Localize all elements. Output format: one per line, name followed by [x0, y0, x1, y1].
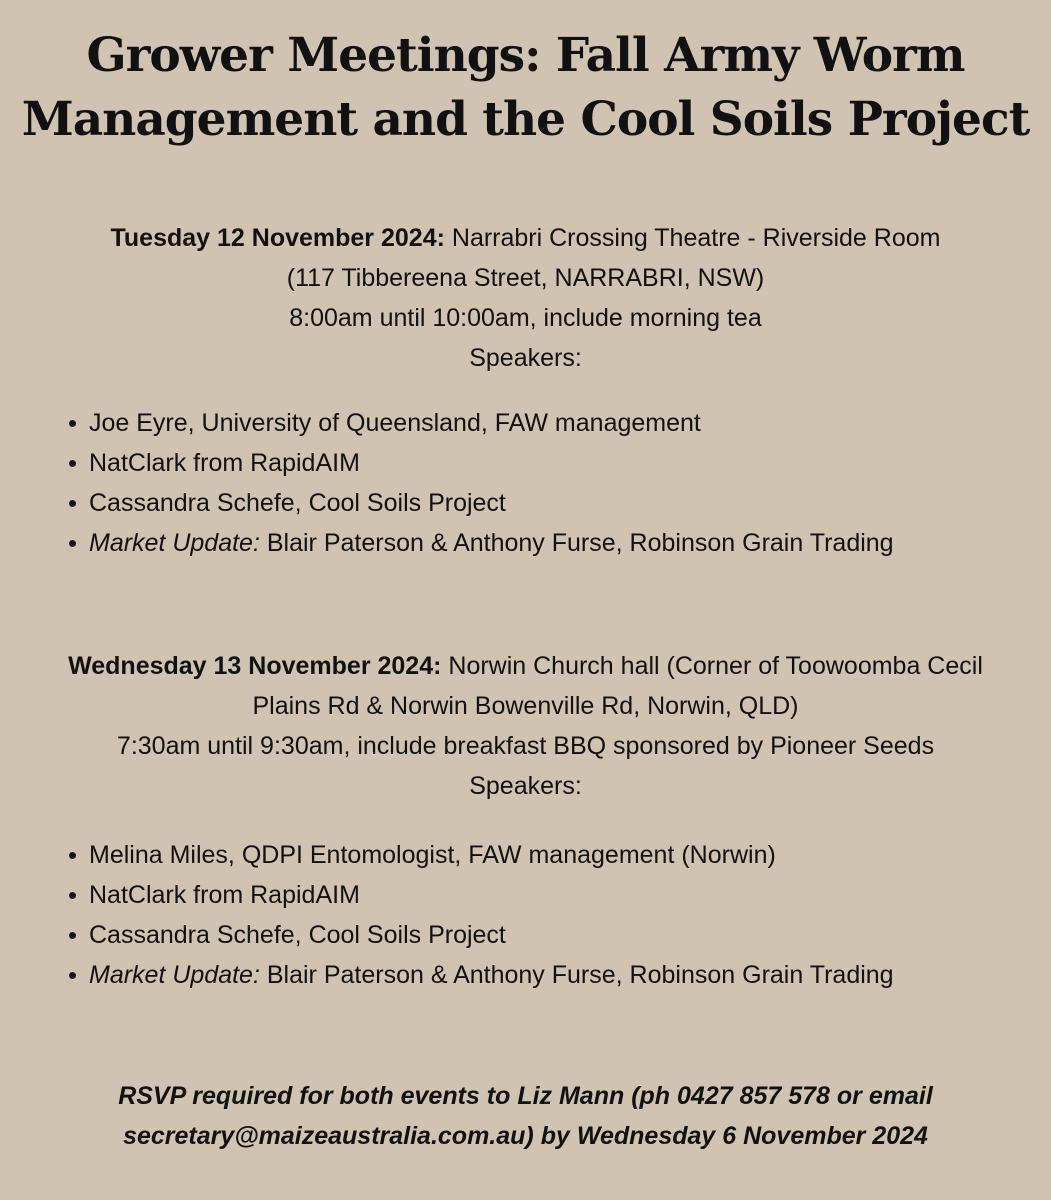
- speaker-text: Blair Paterson & Anthony Furse, Robinson Grain Trading: [259, 961, 894, 989]
- list-item: [89, 875, 894, 915]
- list-item: [89, 523, 894, 563]
- rsvp-line-1: RSVP required for both events to Liz Mann (ph 0427 857 578 or email: [118, 1082, 933, 1110]
- list-item: [89, 403, 894, 443]
- speaker-text: NatClark from RapidAIM: [89, 449, 360, 477]
- title-line-1: Grower Meetings: Fall Army Worm: [86, 28, 965, 83]
- speaker-list-narrabri: [89, 403, 894, 563]
- event-norwin-details: [0, 646, 1051, 806]
- event-venue: Narrabri Crossing Theatre - Riverside Room: [444, 224, 941, 252]
- list-item: [89, 915, 894, 955]
- event-address: Plains Rd & Norwin Bowenville Rd, Norwin, QLD): [252, 692, 799, 720]
- event-date: Tuesday 12 November 2024:: [110, 224, 445, 252]
- speaker-list-norwin: [89, 835, 894, 995]
- market-update-label: Market Update:: [89, 961, 260, 989]
- event-narrabri-details: [0, 218, 1051, 378]
- event-venue: Norwin Church hall (Corner of Toowoomba Cecil: [441, 652, 983, 680]
- speakers-heading: Speakers:: [469, 772, 582, 800]
- list-item: [89, 955, 894, 995]
- speaker-text: Melina Miles, QDPI Entomologist, FAW management (Norwin): [89, 841, 776, 869]
- event-date-venue-line: [0, 218, 1051, 258]
- event-date-venue-line: [0, 646, 1051, 686]
- list-item: [89, 835, 894, 875]
- title-line-2: Management and the Cool Soils Project: [21, 92, 1030, 147]
- speaker-text: Joe Eyre, University of Queensland, FAW management: [89, 409, 701, 437]
- event-address: (117 Tibbereena Street, NARRABRI, NSW): [286, 264, 765, 292]
- rsvp-line-2: secretary@maizeaustralia.com.au) by Wednesday 6 November 2024: [123, 1122, 928, 1150]
- rsvp-notice: [0, 1076, 1051, 1156]
- event-time: 7:30am until 9:30am, include breakfast BBQ sponsored by Pioneer Seeds: [116, 732, 935, 760]
- market-update-label: Market Update:: [89, 529, 260, 557]
- speaker-text: NatClark from RapidAIM: [89, 881, 360, 909]
- list-item: [89, 443, 894, 483]
- speaker-text: Cassandra Schefe, Cool Soils Project: [89, 921, 506, 949]
- list-item: [89, 483, 894, 523]
- event-date: Wednesday 13 November 2024:: [68, 652, 442, 680]
- speaker-text: Cassandra Schefe, Cool Soils Project: [89, 489, 506, 517]
- event-time: 8:00am until 10:00am, include morning tea: [289, 304, 762, 332]
- speaker-text: Blair Paterson & Anthony Furse, Robinson Grain Trading: [259, 529, 894, 557]
- speakers-heading: Speakers:: [469, 344, 582, 372]
- page-title: [0, 24, 1051, 152]
